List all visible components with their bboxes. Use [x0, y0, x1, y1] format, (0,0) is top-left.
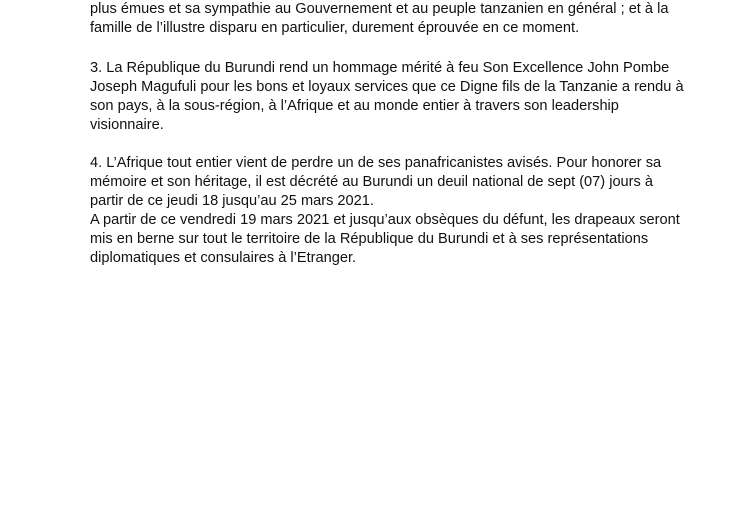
paragraph-condolences-continued — [90, 0, 670, 38]
text-line: 3. La République du Burundi rend un hommage mérité à feu Son Excellence John Pombe — [90, 60, 670, 76]
text-line: mémoire et son héritage, il est décrété au Burundi un deuil national de sept (07) jours à — [90, 174, 653, 190]
text-line: mis en berne sur tout le territoire de la République du Burundi et à ses représentations — [90, 231, 649, 247]
text-line: 4. L’Afrique tout entier vient de perdre un de ses panafricanistes avisés. Pour honorer sa — [90, 155, 662, 171]
paragraph-3-tribute — [90, 59, 684, 135]
text-line: A partir de ce vendredi 19 mars 2021 et jusqu’aux obsèques du défunt, les drapeaux seront — [90, 212, 680, 228]
text-line: diplomatiques et consulaires à l’Etranger. — [90, 250, 357, 266]
text-line: famille de l’illustre disparu en particulier, durement éprouvée en ce moment. — [90, 20, 580, 36]
text-line: partir de ce jeudi 18 jusqu’au 25 mars 2021. — [90, 193, 374, 209]
text-line: visionnaire. — [90, 117, 164, 133]
text-line: plus émues et sa sympathie au Gouvernement et au peuple tanzanien en général ; et à la — [90, 1, 669, 17]
text-line: Joseph Magufuli pour les bons et loyaux services que ce Digne fils de la Tanzanie a rendu à — [90, 79, 684, 95]
paragraph-4-national-mourning — [90, 154, 680, 268]
text-line: son pays, à la sous-région, à l’Afrique et au monde entier à travers son leadership — [90, 98, 619, 114]
